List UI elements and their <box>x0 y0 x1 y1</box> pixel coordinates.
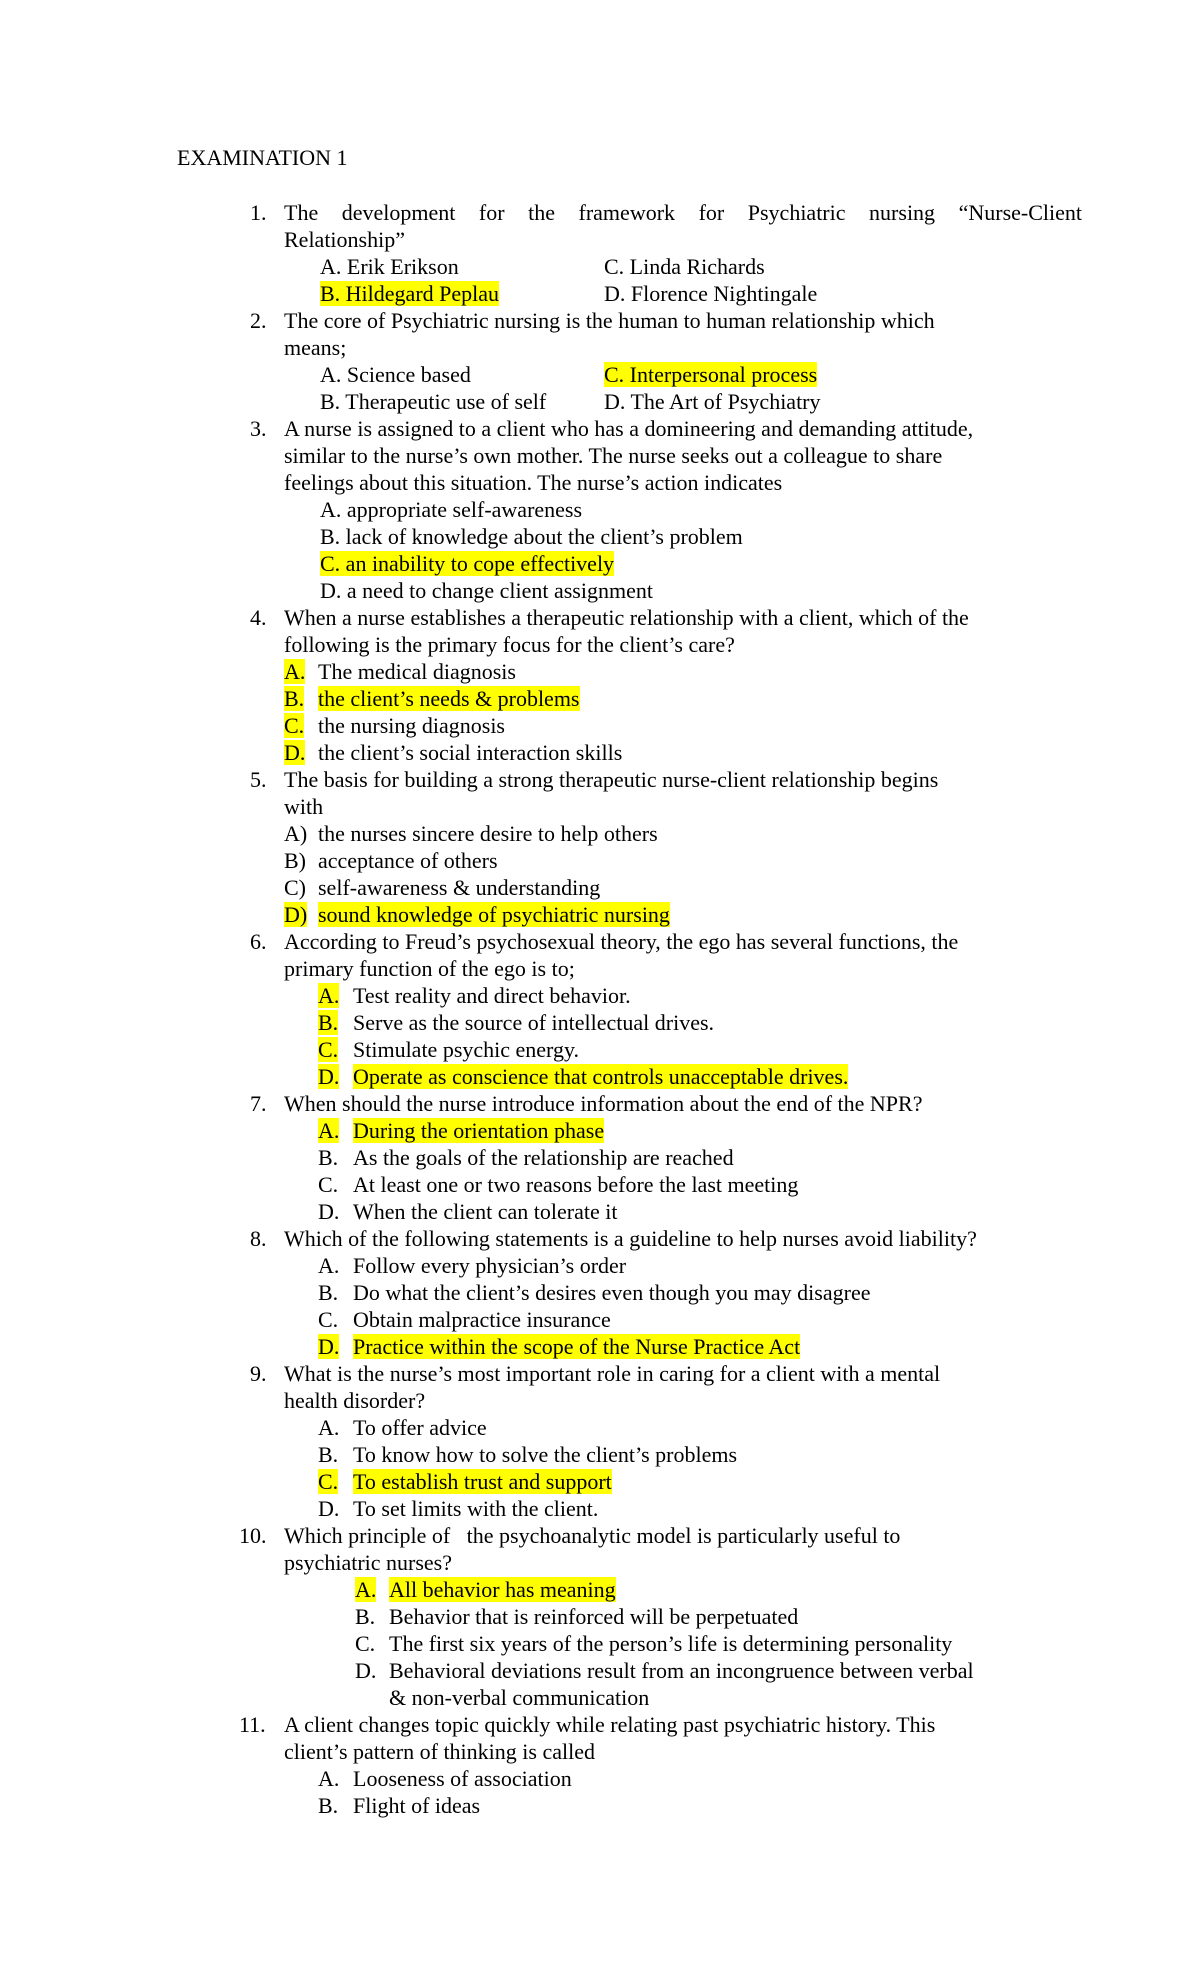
question-number: 10. <box>239 1523 267 1548</box>
option-text: Follow every physician’s order <box>353 1253 627 1278</box>
option-letter: A. <box>318 1766 340 1791</box>
question-number: 9. <box>250 1361 267 1386</box>
option-letter: B. <box>318 1793 339 1818</box>
page-title: EXAMINATION 1 <box>177 145 348 170</box>
question-number: 5. <box>250 767 267 792</box>
option-letter: D. <box>318 1064 340 1089</box>
question-stem: psychiatric nurses? <box>284 1550 452 1575</box>
option-text: During the orientation phase <box>353 1118 605 1143</box>
option-text: sound knowledge of psychiatric nursing <box>318 902 670 927</box>
option-a: A. Erik Erikson <box>320 254 459 279</box>
option-text: Stimulate psychic energy. <box>353 1037 580 1062</box>
option-text: To set limits with the client. <box>353 1496 599 1521</box>
highlighted-answer: C. Interpersonal process <box>604 362 818 387</box>
option-text: the nursing diagnosis <box>318 713 505 738</box>
option-text: To offer advice <box>353 1415 487 1440</box>
option-letter: D. <box>318 1496 340 1521</box>
option-text: Behavior that is reinforced will be perpetuated <box>389 1604 799 1629</box>
option-letter: D. <box>284 740 306 765</box>
option-text: Test reality and direct behavior. <box>353 983 631 1008</box>
option-letter: A. <box>355 1577 377 1602</box>
option-letter: B. <box>284 686 305 711</box>
option-d: D. a need to change client assignment <box>320 578 653 603</box>
question-stem: When should the nurse introduce information about the end of the NPR? <box>284 1091 923 1116</box>
highlighted-answer: C. an inability to cope effectively <box>320 551 615 576</box>
option-letter: D) <box>284 902 308 927</box>
option-text: The medical diagnosis <box>318 659 516 684</box>
option-text: As the goals of the relationship are reached <box>353 1145 734 1170</box>
question-stem: with <box>284 794 324 819</box>
option-b: B. Therapeutic use of self <box>320 389 547 414</box>
option-letter: A. <box>318 1415 340 1440</box>
option-text: To establish trust and support <box>353 1469 612 1494</box>
question-stem: What is the nurse’s most important role in caring for a client with a mental <box>284 1361 941 1386</box>
option-letter: D. <box>318 1334 340 1359</box>
option-text: the nurses sincere desire to help others <box>318 821 658 846</box>
question-number: 8. <box>250 1226 267 1251</box>
option-letter: C. <box>318 1307 339 1332</box>
option-a: A. Science based <box>320 362 471 387</box>
option-letter: C) <box>284 875 306 900</box>
option-text: Operate as conscience that controls unacceptable drives. <box>353 1064 849 1089</box>
question-stem: A client changes topic quickly while relating past psychiatric history. This <box>284 1712 936 1737</box>
option-text: Obtain malpractice insurance <box>353 1307 611 1332</box>
option-text: the client’s needs & problems <box>318 686 580 711</box>
option-text: Serve as the source of intellectual drives. <box>353 1010 715 1035</box>
option-text: The first six years of the person’s life is determining personality <box>389 1631 953 1656</box>
option-letter: B. <box>318 1145 339 1170</box>
question-stem: Relationship” <box>284 227 405 252</box>
question-stem: client’s pattern of thinking is called <box>284 1739 595 1764</box>
option-text: the client’s social interaction skills <box>318 740 623 765</box>
option-letter: C. <box>284 713 305 738</box>
option-text: Behavioral deviations result from an incongruence between verbal <box>389 1658 974 1683</box>
option-text: When the client can tolerate it <box>353 1199 618 1224</box>
option-text: Flight of ideas <box>353 1793 481 1818</box>
question-stem: means; <box>284 335 347 360</box>
question-number: 6. <box>250 929 267 954</box>
question-stem: primary function of the ego is to; <box>284 956 575 981</box>
option-letter: B. <box>355 1604 376 1629</box>
option-d: D. Florence Nightingale <box>604 281 818 306</box>
question-stem: According to Freud’s psychosexual theory, the ego has several functions, the <box>284 929 959 954</box>
question-number: 4. <box>250 605 267 630</box>
question-stem: health disorder? <box>284 1388 426 1413</box>
question-number: 2. <box>250 308 267 333</box>
option-letter: C. <box>318 1469 339 1494</box>
question-number: 7. <box>250 1091 267 1116</box>
question-number: 11. <box>239 1712 266 1737</box>
option-text-continued: & non-verbal communication <box>389 1685 650 1710</box>
option-letter: B) <box>284 848 306 873</box>
question-stem: The basis for building a strong therapeutic nurse-client relationship begins <box>284 767 939 792</box>
option-letter: C. <box>318 1172 339 1197</box>
highlighted-answer: B. Hildegard Peplau <box>320 281 500 306</box>
question-stem: feelings about this situation. The nurse’s action indicates <box>284 470 783 495</box>
option-letter: A. <box>318 1118 340 1143</box>
option-b: B. lack of knowledge about the client’s problem <box>320 524 743 549</box>
option-text: Looseness of association <box>353 1766 572 1791</box>
question-stem: When a nurse establishes a therapeutic relationship with a client, which of the <box>284 605 969 630</box>
option-c <box>320 550 614 577</box>
option-letter: B. <box>318 1442 339 1467</box>
question-stem: following is the primary focus for the client’s care? <box>284 632 735 657</box>
question-number: 1. <box>250 200 267 225</box>
option-letter: A. <box>318 1253 340 1278</box>
option-a: A. appropriate self-awareness <box>320 497 583 522</box>
question-stem: Which of the following statements is a guideline to help nurses avoid liability? <box>284 1226 977 1251</box>
option-letter: C. <box>355 1631 376 1656</box>
option-b <box>320 280 499 307</box>
option-letter: B. <box>318 1280 339 1305</box>
option-d: D. The Art of Psychiatry <box>604 389 821 414</box>
option-letter: C. <box>318 1037 339 1062</box>
question-stem: The development for the framework for Psychiatric nursing “Nurse-Client <box>284 200 1082 225</box>
option-letter: D. <box>355 1658 377 1683</box>
option-c: C. Linda Richards <box>604 254 765 279</box>
option-text: All behavior has meaning <box>389 1577 616 1602</box>
question-number: 3. <box>250 416 267 441</box>
option-text: Do what the client’s desires even though you may disagree <box>353 1280 871 1305</box>
question-stem: A nurse is assigned to a client who has a domineering and demanding attitude, <box>284 416 974 441</box>
option-letter: A. <box>284 659 306 684</box>
option-letter: D. <box>318 1199 340 1224</box>
option-text: At least one or two reasons before the last meeting <box>353 1172 799 1197</box>
option-letter: A. <box>318 983 340 1008</box>
option-text: self-awareness & understanding <box>318 875 601 900</box>
option-letter: B. <box>318 1010 339 1035</box>
question-stem: Which principle of the psychoanalytic model is particularly useful to <box>284 1523 901 1548</box>
option-c <box>604 361 817 388</box>
question-stem: The core of Psychiatric nursing is the human to human relationship which <box>284 308 935 333</box>
option-text: acceptance of others <box>318 848 498 873</box>
option-letter: A) <box>284 821 308 846</box>
question-stem: similar to the nurse’s own mother. The nurse seeks out a colleague to share <box>284 443 943 468</box>
option-text: Practice within the scope of the Nurse Practice Act <box>353 1334 801 1359</box>
option-text: To know how to solve the client’s problems <box>353 1442 738 1467</box>
